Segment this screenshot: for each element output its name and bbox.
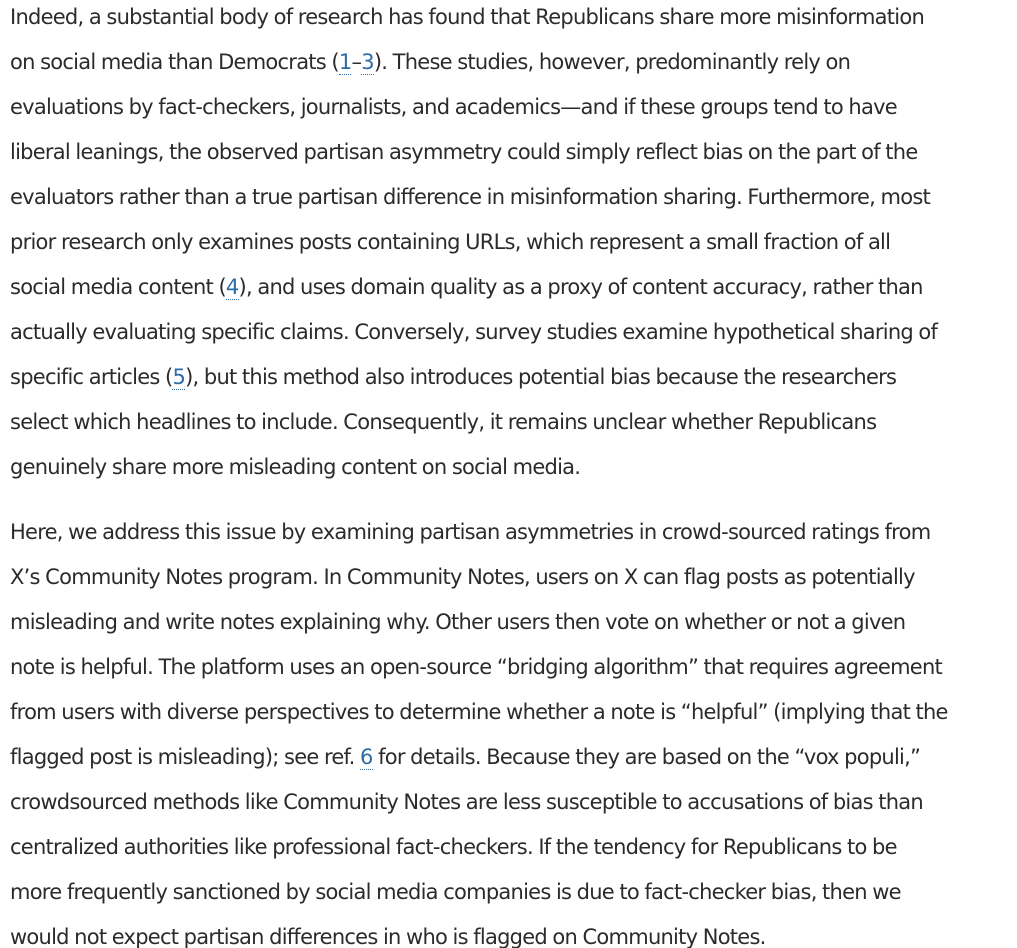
text-line — [10, 560, 948, 605]
text-line — [10, 650, 948, 695]
text-segment: for details. Because they are based on the “vox populi,” — [372, 745, 921, 769]
text-line — [10, 45, 937, 90]
reference-link-5[interactable]: 5 — [172, 365, 186, 389]
text-segment: Indeed, a substantial body of research has found that Republicans share more misinformation — [10, 5, 925, 29]
text-line — [10, 360, 937, 405]
text-segment: liberal leanings, the observed partisan asymmetry could simply reflect bias on the part of the — [10, 140, 918, 164]
text-segment: note is helpful. The platform uses an open-source “bridging algorithm” that requires agreement — [10, 655, 943, 679]
text-line — [10, 405, 937, 450]
text-segment: misleading and write notes explaining why. Other users then vote on whether or not a given — [10, 610, 906, 634]
text-segment: from users with diverse perspectives to determine whether a note is “helpful” (implying that the — [10, 700, 948, 724]
text-line — [10, 90, 937, 135]
text-segment: ), but this method also introduces potential bias because the researchers — [185, 365, 897, 389]
text-line — [10, 0, 937, 45]
text-line — [10, 135, 937, 180]
text-segment: flagged post is misleading); see ref. — [10, 745, 361, 769]
text-segment: Here, we address this issue by examining partisan asymmetries in crowd-sourced ratings from — [10, 520, 931, 544]
text-line — [10, 875, 948, 920]
text-line — [10, 740, 948, 785]
text-line — [10, 785, 948, 830]
text-segment: ). These studies, however, predominantly rely on — [373, 50, 851, 74]
text-line — [10, 830, 948, 875]
text-line — [10, 695, 948, 740]
text-segment: actually evaluating specific claims. Conversely, survey studies examine hypothetical sharing of — [10, 320, 938, 344]
paragraph-research-background — [10, 0, 937, 495]
text-segment: more frequently sanctioned by social media companies is due to fact-checker bias, then we — [10, 880, 901, 904]
text-segment: social media content ( — [10, 275, 226, 299]
text-segment: genuinely share more misleading content on social media. — [10, 455, 581, 479]
text-segment: evaluations by fact-checkers, journalists, and academics—and if these groups tend to have — [10, 95, 897, 119]
text-segment: specific articles ( — [10, 365, 173, 389]
text-segment: ), and uses domain quality as a proxy of content accuracy, rather than — [238, 275, 923, 299]
text-segment: – — [351, 50, 362, 74]
text-segment: would not expect partisan differences in who is flagged on Community Notes. — [10, 925, 766, 948]
reference-link-4[interactable]: 4 — [225, 275, 239, 299]
reference-link-3[interactable]: 3 — [361, 50, 374, 74]
text-line — [10, 920, 948, 948]
paragraph-community-notes — [10, 515, 948, 948]
reference-link-1[interactable]: 1 — [338, 50, 352, 74]
text-line — [10, 515, 948, 560]
text-line — [10, 450, 937, 495]
text-line — [10, 225, 937, 270]
text-segment: evaluators rather than a true partisan difference in misinformation sharing. Furthermore, most — [10, 185, 930, 209]
text-line — [10, 180, 937, 225]
text-segment: X’s Community Notes program. In Community Notes, users on X can flag posts as potentially — [10, 565, 915, 589]
text-line — [10, 315, 937, 360]
text-segment: select which headlines to include. Consequently, it remains unclear whether Republicans — [10, 410, 877, 434]
reference-link-6[interactable]: 6 — [360, 745, 373, 769]
text-line — [10, 270, 937, 315]
text-segment: centralized authorities like professional fact-checkers. If the tendency for Republicans to be — [10, 835, 897, 859]
text-segment: prior research only examines posts containing URLs, which represent a small fraction of all — [10, 230, 891, 254]
text-segment: crowdsourced methods like Community Notes are less susceptible to accusations of bias than — [10, 790, 923, 814]
text-segment: on social media than Democrats ( — [10, 50, 339, 74]
text-line — [10, 605, 948, 650]
